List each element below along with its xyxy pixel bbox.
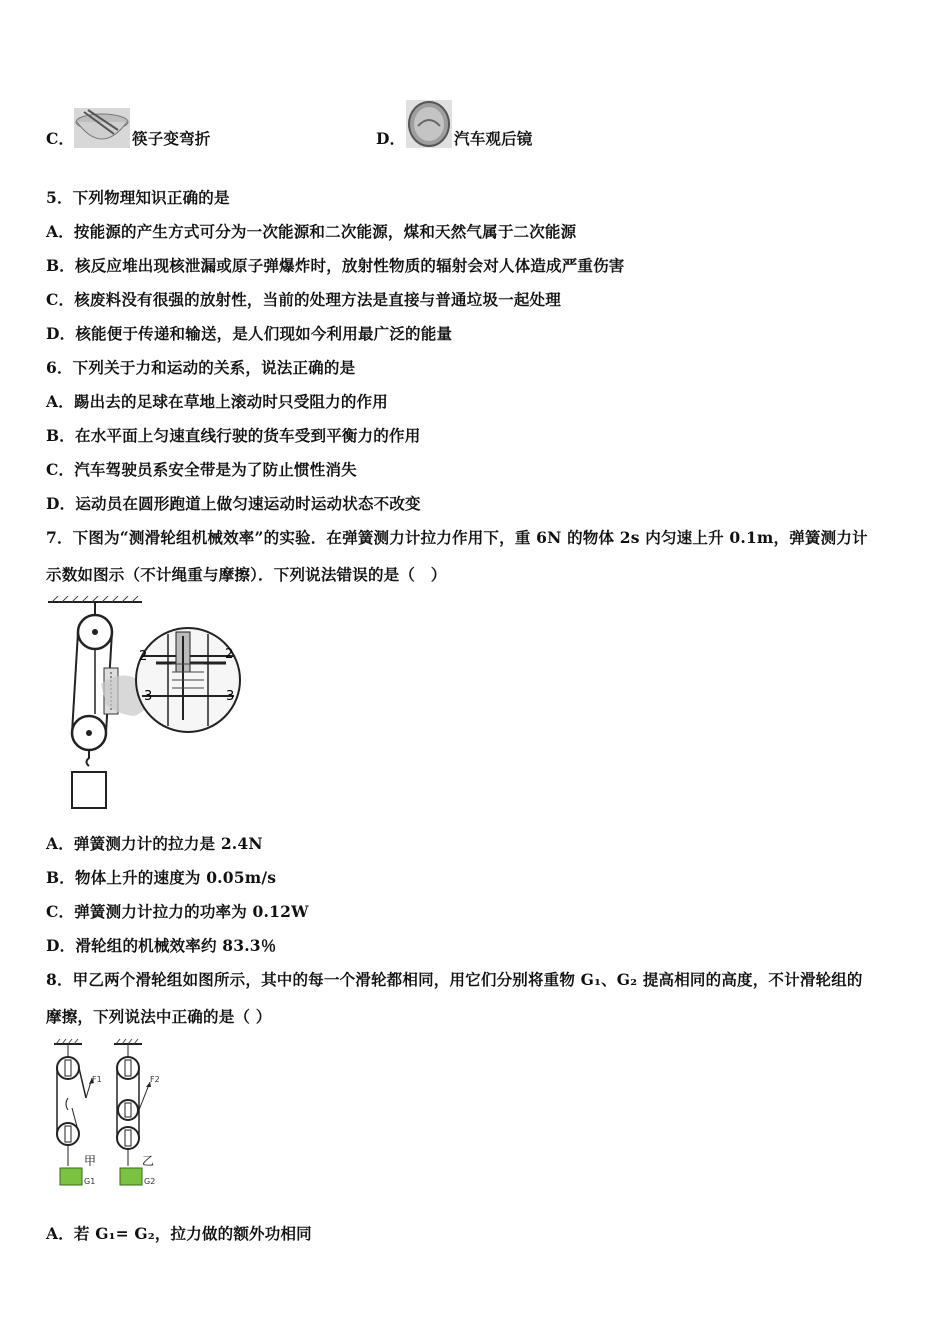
q4-option-d-text: 汽车观后镜: [454, 129, 533, 148]
q5-option-b: B．核反应堆出现核泄漏或原子弹爆炸时，放射性物质的辐射会对人体造成严重伤害: [46, 256, 625, 275]
weight-g1: [60, 1168, 82, 1185]
q7-option-d: D．滑轮组的机械效率约 83.3％: [46, 936, 277, 955]
scale-label-2-right: 2: [225, 647, 234, 662]
q8-option-a: A．若 G₁= G₂，拉力做的额外功相同: [46, 1224, 312, 1243]
scale-label-3-left: 3: [144, 689, 153, 704]
q7-pulley-figure: [46, 596, 241, 812]
label-g1: G1: [84, 1177, 96, 1186]
q7-option-b: B．物体上升的速度为 0.05m/s: [46, 868, 277, 887]
q7-stem-line2: 示数如图示（不计绳重与摩擦）．下列说法错误的是（ ）: [46, 565, 447, 584]
q7-option-a: A．弹簧测力计的拉力是 2.4N: [46, 834, 263, 853]
q8-pulley-figure: [46, 1038, 170, 1190]
scale-label-2-left: 2: [139, 649, 148, 664]
q5-stem: 5．下列物理知识正确的是: [46, 188, 230, 207]
q4-option-d-label: D．: [376, 129, 406, 148]
label-g2: G2: [144, 1177, 156, 1186]
q7-stem-line1: 7．下图为“测滑轮组机械效率”的实验．在弹簧测力计拉力作用下，重 6N 的物体 2s 内匀速上升 0.1m，弹簧测力计: [46, 528, 868, 547]
weight-g2: [120, 1168, 142, 1185]
q8-stem-line1: 8．甲乙两个滑轮组如图所示，其中的每一个滑轮都相同，用它们分别将重物 G₁、G₂ 提高相同的高度，不计滑轮组的: [46, 970, 863, 989]
q8-stem-line2: 摩擦，下列说法中正确的是（ ）: [46, 1007, 272, 1026]
q4-option-c-text: 筷子变弯折: [132, 129, 211, 148]
q6-option-c: C．汽车驾驶员系安全带是为了防止惯性消失: [46, 460, 357, 479]
q6-stem: 6．下列关于力和运动的关系，说法正确的是: [46, 358, 356, 377]
scale-label-3-right: 3: [226, 689, 235, 704]
q6-option-b: B．在水平面上匀速直线行驶的货车受到平衡力的作用: [46, 426, 421, 445]
label-f1: F1: [92, 1075, 102, 1084]
bowl-chopsticks-photo: [74, 108, 130, 148]
car-mirror-photo: [406, 100, 452, 148]
q6-option-d: D．运动员在圆形跑道上做匀速运动时运动状态不改变: [46, 494, 421, 513]
q6-option-a: A．踢出去的足球在草地上滚动时只受阻力的作用: [46, 392, 388, 411]
label-f2: F2: [150, 1075, 160, 1084]
q7-option-c: C．弹簧测力计拉力的功率为 0.12W: [46, 902, 309, 921]
label-yi: 乙: [142, 1154, 155, 1168]
q5-option-d: D．核能便于传递和输送，是人们现如今利用最广泛的能量: [46, 324, 453, 343]
label-jia: 甲: [84, 1154, 97, 1168]
q5-option-a: A．按能源的产生方式可分为一次能源和二次能源，煤和天然气属于二次能源: [46, 222, 577, 241]
q5-option-c: C．核废料没有很强的放射性，当前的处理方法是直接与普通垃圾一起处理: [46, 290, 561, 309]
q4-option-c-label: C．: [46, 129, 75, 148]
